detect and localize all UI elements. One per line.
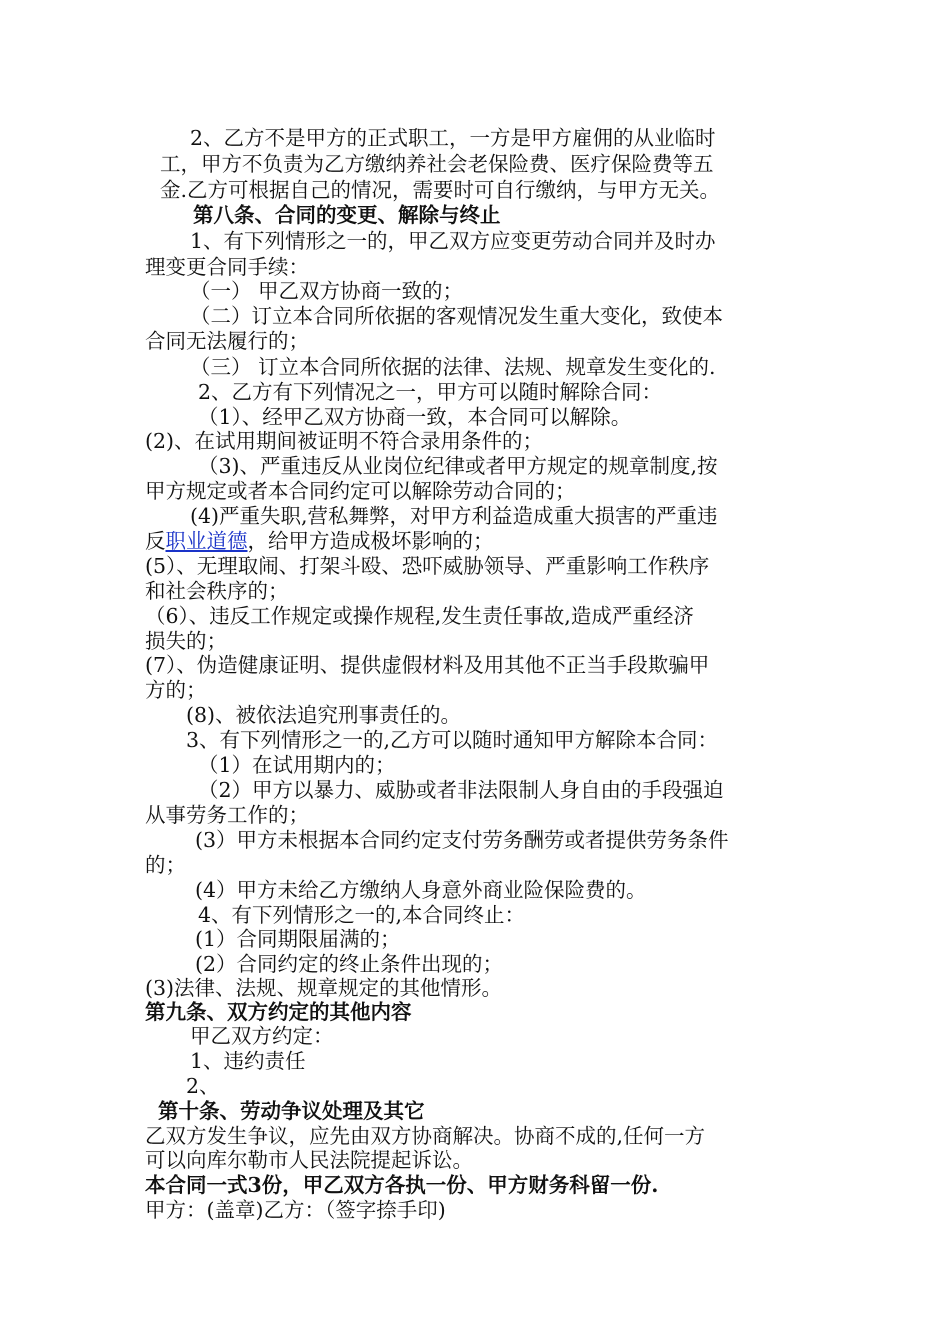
clause8-p2-item7-line1: (7）、伪造健康证明、提供虚假材料及用其他不正当手段欺骗甲: [145, 653, 710, 677]
clause8-p3-item2-line2: 从事劳务工作的；: [145, 803, 309, 827]
clause8-p4-item2: (2）合同约定的终止条件出现的；: [195, 952, 504, 976]
clause8-p3-item1: （1）在试用期内的；: [198, 753, 396, 777]
signature-line: 甲方：(盖章)乙方：（签字捺手印): [145, 1198, 446, 1222]
clause10-line1: 乙双方发生争议，应先由双方协商解决。协商不成的,任何一方: [145, 1124, 706, 1148]
clause8-p2-item5-line2: 和社会秩序的；: [145, 579, 289, 603]
clause8-p2-item4-line2: [145, 528, 494, 554]
clause10-heading: 第十条、劳动争议处理及其它: [158, 1099, 425, 1123]
clause8-p1-item1: （一） 甲乙双方协商一致的；: [190, 279, 464, 303]
clause8-p3-item2-line1: （2）甲方以暴力、威胁或者非法限制人身自由的手段强迫: [198, 778, 724, 802]
copies-statement: 本合同一式3份，甲乙双方各执一份、甲方财务科留一份.: [145, 1173, 659, 1197]
clause8-p2-item3-line1: （3)、严重违反从业岗位纪律或者甲方规定的规章制度,按: [198, 454, 718, 478]
clause8-p2-item8: (8)、被依法追究刑事责任的。: [186, 703, 462, 727]
clause7-p2-line2: 工，甲方不负责为乙方缴纳养社会老保险费、医疗保险费等五: [160, 152, 714, 176]
clause8-p1-item2-line1: （二）订立本合同所依据的客观情况发生重大变化，致使本: [190, 304, 723, 328]
clause8-p3-item3-line2: 的；: [145, 853, 186, 877]
clause8-p3-intro: 3、有下列情形之一的,乙方可以随时通知甲方解除本合同：: [186, 728, 719, 752]
clause8-p4-item3: (3)法律、法规、规章规定的其他情形。: [145, 976, 503, 1000]
clause8-p1-item2-line2: 合同无法履行的；: [145, 329, 309, 353]
clause8-p2-item6-line2: 损失的；: [145, 629, 227, 653]
clause8-p3-item3-line1: (3）甲方未根据本合同约定支付劳务酬劳或者提供劳务条件: [195, 828, 729, 852]
clause9-intro: 甲乙双方约定：: [190, 1024, 334, 1048]
clause8-p4-item1: (1）合同期限届满的；: [195, 927, 401, 951]
clause8-p1-line2: 理变更合同手续：: [145, 255, 309, 279]
clause9-item1: 1、违约责任: [190, 1049, 306, 1073]
clause8-p2-item3-line2: 甲方规定或者本合同约定可以解除劳动合同的；: [145, 479, 576, 503]
clause8-p2-intro: 2、乙方有下列情况之一，甲方可以随时解除合同：: [198, 380, 663, 404]
clause8-p1-line1: 1、有下列情形之一的，甲乙双方应变更劳动合同并及时办: [190, 229, 716, 253]
clause8-p2-item7-line2: 方的；: [145, 678, 207, 702]
professional-ethics-link[interactable]: 职业道德: [165, 529, 248, 553]
clause9-heading: 第九条、双方约定的其他内容: [145, 1000, 412, 1024]
clause9-item2: 2、: [186, 1074, 220, 1098]
clause8-heading: 第八条、合同的变更、解除与终止: [193, 203, 501, 227]
clause8-p2-item2: (2)、在试用期间被证明不符合录用条件的；: [145, 429, 544, 453]
clause7-p2-line3: 金.乙方可根据自己的情况，需要时可自行缴纳，与甲方无关。: [160, 178, 721, 202]
clause8-p2-item4-pre: 反: [145, 529, 166, 553]
clause10-line2: 可以向库尔勒市人民法院提起诉讼。: [145, 1148, 473, 1172]
clause8-p2-item4-line1: (4)严重失职,营私舞弊，对甲方利益造成重大损害的严重违: [190, 504, 718, 528]
clause8-p2-item6-line1: （6）、违反工作规定或操作规程,发生责任事故,造成严重经济: [145, 604, 694, 628]
clause8-p2-item5-line1: (5）、无理取闹、打架斗殴、恐吓威胁领导、严重影响工作秩序: [145, 554, 710, 578]
clause8-p3-item4: (4）甲方未给乙方缴纳人身意外商业险保险费的。: [195, 878, 647, 902]
clause8-p4-intro: 4、有下列情形之一的,本合同终止：: [198, 903, 526, 927]
clause8-p2-item4-post: ，给甲方造成极坏影响的；: [247, 529, 494, 553]
clause7-p2-line1: 2、乙方不是甲方的正式职工，一方是甲方雇佣的从业临时: [190, 126, 716, 150]
clause8-p2-item1: （1）、经甲乙双方协商一致，本合同可以解除。: [198, 405, 632, 429]
clause8-p1-item3: （三） 订立本合同所依据的法律、法规、规章发生变化的.: [190, 355, 716, 379]
